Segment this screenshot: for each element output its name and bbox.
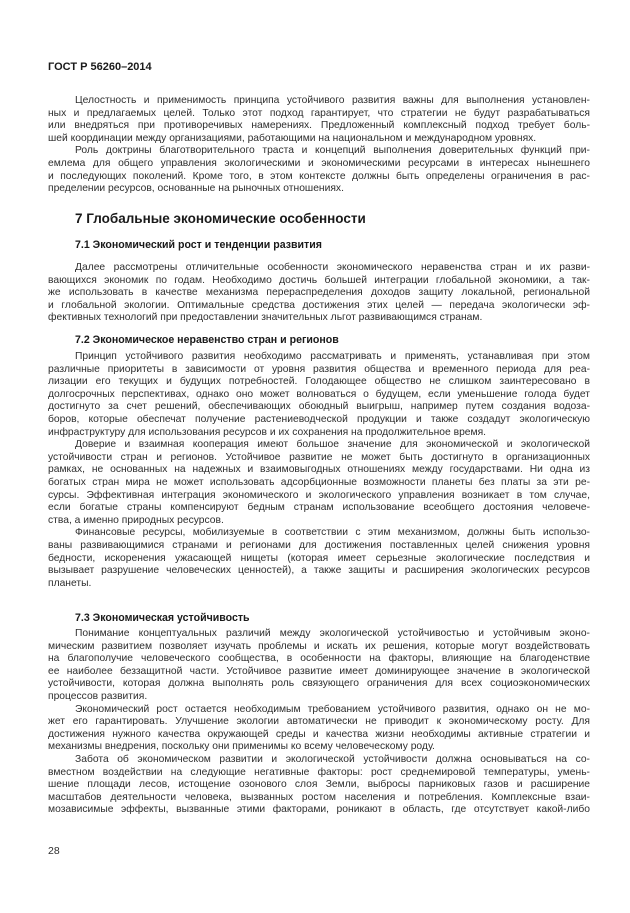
text-line: инфраструктуру для использования ресурсов и их сохранения на продолжительное время. [48, 426, 487, 438]
text-line: или внедряться при противоречивых намерениях. Предложенный комплексный подход требует боль- [48, 120, 590, 132]
text-line: ее наиболее беззащитной части. Устойчивое развитие имеет доминирующее значение в экологической [48, 665, 590, 677]
text-line: лизации его текущих и будущих потребностей. Голодающее общество не слишком заинтересовано в [48, 376, 590, 388]
text-line: и последующих поколений. Кроме того, в этом контексте должны быть определены ограничения в рас- [48, 170, 590, 182]
text-line: мическим развитием позволяет изучать проблемы и искать их решения, которые могут воздействовать [48, 640, 590, 652]
text-line: вающихся экономик по годам. Необходимо достичь большей интеграции глобальной экономики, а так- [48, 274, 590, 286]
paragraph-group [48, 351, 590, 590]
section-heading: 7 Глобальные экономические особенности [75, 211, 366, 226]
text-line: Забота об экономическом развитии и экологической устойчивости должна основываться на со- [75, 753, 590, 765]
text-line: бедности, искоренения ужасающей нищеты (которая имеет серьезные экологические последствия и [48, 552, 590, 564]
text-line: вместном воздействии на следующие негативные факторы: рост среднемировой температуры, умень- [48, 766, 590, 778]
page-number: 28 [48, 845, 60, 857]
paragraph-group [48, 262, 590, 325]
text-line: боров, которые обеспечат получение растениеводческой продукции и также создадут экологическую [48, 413, 590, 425]
text-line: сурсы. Эффективная интеграция экономического и экологического управления возникает в том случае, [48, 489, 590, 501]
text-line: фективных технологий при предоставлении значительных льгот развивающимся странам. [48, 312, 483, 324]
text-line: ства, а именно природных ресурсов. [48, 514, 224, 526]
text-line: же использовать в качестве механизма перераспределения доходов защиту локальной, региональной [48, 287, 590, 299]
page-header: ГОСТ Р 56260–2014 [48, 61, 152, 73]
text-line: долгосрочных перспективах, однако оно может волноваться о будущем, если уменьшение голода будет [48, 388, 590, 400]
paragraph-group [48, 628, 590, 817]
text-line: пределении ресурсов, основанные на рыночных отношениях. [48, 183, 344, 195]
text-line: жет его гарантировать. Улучшение экологии автоматически не приводит к экономическому росту. Для [48, 716, 590, 728]
text-line: достигнуто за счет решений, обеспечивающих обоюдный выигрыш, например путем создания водоза- [48, 401, 590, 413]
text-line: если богатые страны компенсируют бедным странам использование всеобщего достояния человече- [48, 502, 590, 514]
text-line: Финансовые ресурсы, мобилизуемые в соответствии с этим механизмом, должны быть использо- [75, 527, 590, 539]
text-line: Роль доктрины благотворительного траста и концепций выполнения доверительных функций при- [75, 145, 590, 157]
text-line: Экономический рост остается необходимым требованием устойчивого развития, однако он не мо- [75, 703, 590, 715]
text-line: мозависимые эффекты, вызванные этими факторами, роникают в область, где отсутствует какой-либо [48, 804, 590, 816]
text-line: ных и предлагаемых целей. Только этот подход гарантирует, что стратегии не будут разрабатываться [48, 107, 590, 119]
subsection-heading: 7.3 Экономическая устойчивость [75, 612, 250, 624]
text-line: шей координации между организациями, работающими на национальном и международном уровнях. [48, 132, 537, 144]
text-line: Целостность и применимость принципа устойчивого развития важны для выполнения установлен- [75, 95, 590, 106]
subsection-heading: 7.1 Экономический рост и тенденции развития [75, 239, 322, 251]
text-line: Принцип устойчивого развития необходимо рассматривать и применять, устанавливая при этом [75, 351, 590, 362]
text-line: Доверие и взаимная кооперация имеют большое значение для экономической и экологической [75, 439, 590, 451]
text-line: устойчивости, которая должна выполнять роль связующего ограничения для всех социоэкономических [48, 678, 590, 690]
text-line: механизмы внедрения, поскольку они применимы ко всему человеческому роду. [48, 741, 435, 753]
text-line: вызывает разрушение человеческих ценностей), а также защиты и расширения экологических ресурсов [48, 565, 590, 577]
text-line: масштабов деятельности человека, вызванных ростом населения и потребления. Комплексные взаи- [48, 791, 590, 803]
text-line: Понимание концептуальных различий между экологической устойчивостью и устойчивым эконо- [75, 628, 590, 639]
text-line: шение площади лесов, истощение озонового слоя Земли, выбросы парниковых газов и расширение [48, 779, 590, 791]
text-line: богатых стран мира не может использовать адсорбционные возможности планеты без платы за эти ре- [48, 476, 590, 488]
text-line: планеты. [48, 577, 92, 589]
text-line: ваны развивающимися странами и регионами для достижения поставленных целей снижения уровня [48, 539, 590, 551]
text-line: различные приоритеты в зависимости от уровня развития общества и временного периода для реа- [48, 363, 590, 375]
text-line: емлема для общего управления экологическими и экономическими ресурсами в интересах нынешнего [48, 157, 590, 169]
text-line: Далее рассмотрены отличительные особенности экономического неравенства стран и их разви- [75, 262, 590, 273]
text-line: процессов развития. [48, 690, 148, 702]
text-line: достижения нужного качества окружающей среды и качества жизни необходимы активные стратегии и [48, 728, 590, 740]
text-line: рамках, не основанных на надежных и взаимовыгодных отношениях между государствами. Ни одна из [48, 464, 590, 476]
paragraph-group [48, 95, 590, 196]
text-line: и глобальной экологии. Оптимальные средства достижения этих целей — передача экологически эф- [48, 299, 590, 311]
text-line: на благополучие человеческого сообщества, в особенности на факторы, влияющие на благоденствие [48, 653, 590, 665]
subsection-heading: 7.2 Экономическое неравенство стран и регионов [75, 334, 339, 346]
text-line: устойчивости стран и регионов. Устойчивое развитие не может быть достигнуто в организационных [48, 451, 590, 463]
